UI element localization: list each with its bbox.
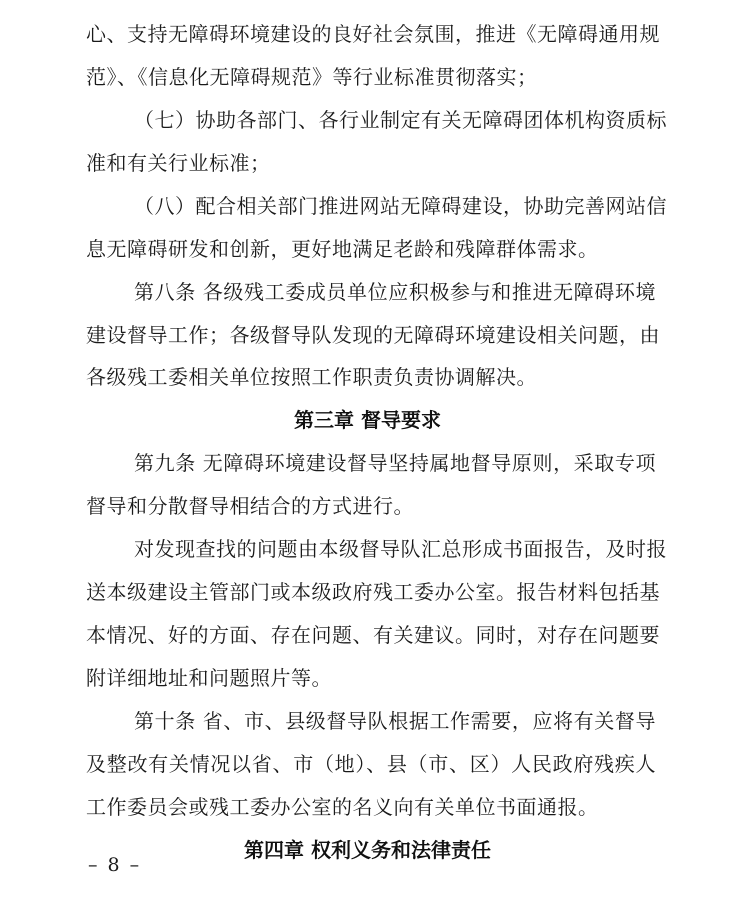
body-line: 息无障碍研发和创新，更好地满足老龄和残障群体需求。 (86, 237, 599, 261)
body-line: 范》、《信息化无障碍规范》等行业标准贯彻落实； (86, 65, 538, 89)
body-line: 第十条 省、市、县级督导队根据工作需要，应将有关督导 (134, 709, 656, 733)
body-line: 本情况、好的方面、存在问题、有关建议。同时，对存在问题要 (86, 623, 660, 647)
body-line: 及整改有关情况以省、市（地）、县（市、区）人民政府残疾人 (86, 752, 656, 776)
body-line: （八）配合相关部门推进网站无障碍建设，协助完善网站信 (134, 194, 667, 218)
body-line: 送本级建设主管部门或本级政府残工委办公室。报告材料包括基 (86, 580, 660, 604)
body-line: 建设督导工作；各级督导队发现的无障碍环境建设相关问题，由 (86, 323, 660, 347)
chapter-three-heading: 第三章 督导要求 (294, 408, 441, 432)
body-line: 心、支持无障碍环境建设的良好社会氛围，推进《无障碍通用规 (86, 22, 660, 46)
page-number: – 8 – (88, 854, 142, 876)
body-line: 第九条 无障碍环境建设督导坚持属地督导原则，采取专项 (134, 451, 656, 475)
body-line: 附详细地址和问题照片等。 (86, 666, 332, 690)
body-line: 工作委员会或残工委办公室的名义向有关单位书面通报。 (86, 795, 599, 819)
body-line: （七）协助各部门、各行业制定有关无障碍团体机构资质标 (134, 108, 667, 132)
body-line: 准和有关行业标准； (86, 151, 271, 175)
body-line: 督导和分散督导相结合的方式进行。 (86, 494, 414, 518)
chapter-four-heading: 第四章 权利义务和法律责任 (244, 838, 491, 862)
body-line: 第八条 各级残工委成员单位应积极参与和推进无障碍环境 (134, 280, 656, 304)
body-line: 各级残工委相关单位按照工作职责负责协调解决。 (86, 365, 537, 389)
body-line: 对发现查找的问题由本级督导队汇总形成书面报告，及时报 (134, 537, 667, 561)
